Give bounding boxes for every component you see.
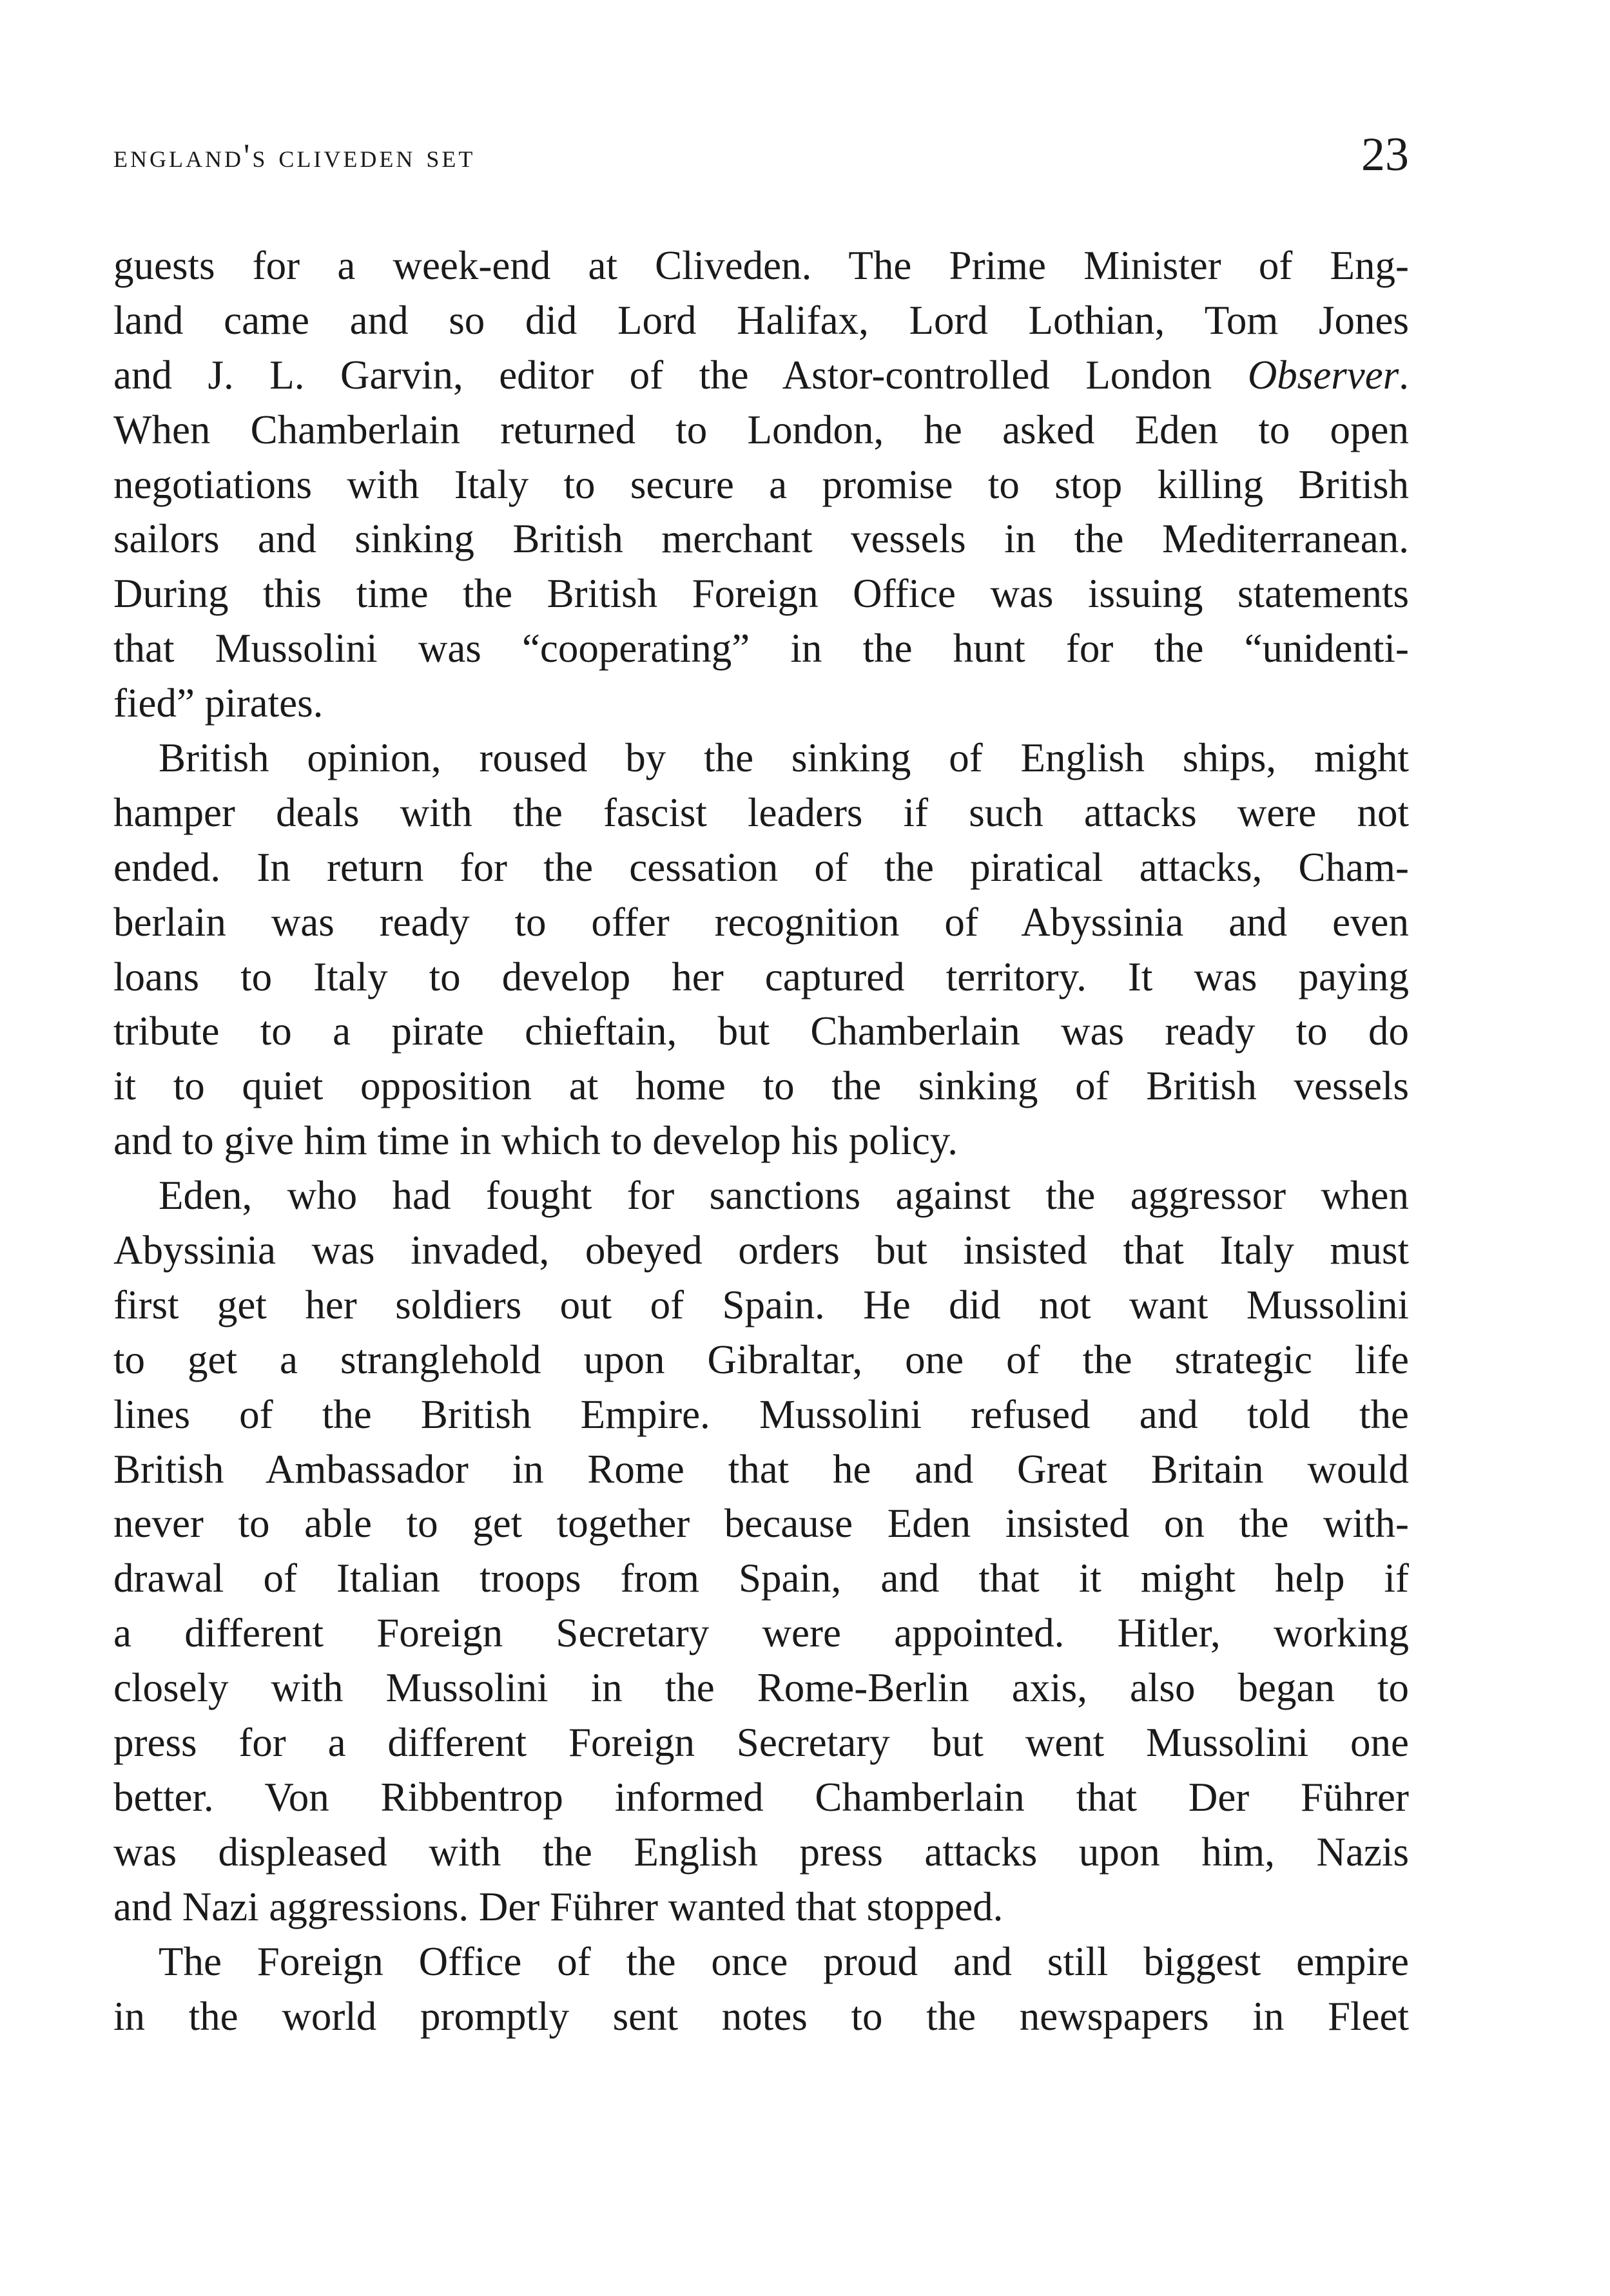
text-line: sailors and sinking British merchant vessels in the Mediterranean.	[113, 516, 1409, 562]
text-line: British Ambassador in Rome that he and Great Britain would	[113, 1446, 1409, 1492]
page-number: 23	[1361, 128, 1409, 181]
text-line: that Mussolini was “cooperating” in the hunt for the “unidenti-	[113, 626, 1409, 671]
text-line: loans to Italy to develop her captured territory. It was paying	[113, 954, 1409, 999]
paragraph	[113, 238, 1409, 731]
text-line: Abyssinia was invaded, obeyed orders but insisted that Italy must	[113, 1228, 1409, 1273]
text-line: and Nazi aggressions. Der Führer wanted that stopped.	[113, 1884, 1004, 1929]
paragraph	[113, 731, 1409, 1168]
text-line: When Chamberlain returned to London, he asked Eden to open	[113, 407, 1409, 452]
text-line: press for a different Foreign Secretary but went Mussolini one	[113, 1720, 1409, 1766]
text-line: berlain was ready to offer recognition of Abyssinia and even	[113, 899, 1409, 945]
text-line: was displeased with the English press attacks upon him, Nazis	[113, 1829, 1409, 1875]
text-line: ended. In return for the cessation of the piratical attacks, Cham-	[113, 844, 1409, 890]
text-line: During this time the British Foreign Office was issuing statements	[113, 571, 1409, 617]
text-line: tribute to a pirate chieftain, but Chamberlain was ready to do	[113, 1008, 1409, 1054]
text-line: to get a stranglehold upon Gibraltar, one of the strategic life	[113, 1336, 1409, 1382]
text-line: better. Von Ribbentrop informed Chamberlain that Der Führer	[113, 1774, 1409, 1820]
text-line: hamper deals with the fascist leaders if such attacks were not	[113, 789, 1409, 835]
text-line: The Foreign Office of the once proud and still biggest empire	[159, 1938, 1409, 1984]
paragraph	[113, 1934, 1409, 2044]
newspaper-title: Observer	[1247, 352, 1399, 398]
running-head	[113, 126, 1409, 184]
text-line: a different Foreign Secretary were appointed. Hitler, working	[113, 1610, 1409, 1656]
text-line: it to quiet opposition at home to the sinking of British vessels	[113, 1063, 1409, 1109]
text-line: Eden, who had fought for sanctions against the aggressor when	[159, 1173, 1409, 1219]
text-line: drawal of Italian troops from Spain, and that it might help if	[113, 1556, 1409, 1601]
body-text	[113, 238, 1409, 2043]
text-line: guests for a week-end at Cliveden. The Prime Minister of Eng-	[113, 243, 1409, 288]
text-line: and J. L. Garvin, editor of the Astor-controlled London Observer.	[113, 352, 1409, 398]
running-title: england's cliveden set	[113, 138, 476, 175]
text-line: lines of the British Empire. Mussolini refused and told the	[113, 1391, 1409, 1437]
text-line: fied” pirates.	[113, 680, 324, 726]
paragraph	[113, 1168, 1409, 1934]
text-line: first get her soldiers out of Spain. He did not want Mussolini	[113, 1282, 1409, 1327]
text-line: negotiations with Italy to secure a promise to stop killing British	[113, 461, 1409, 507]
text-line: British opinion, roused by the sinking of English ships, might	[159, 735, 1409, 781]
text-line: in the world promptly sent notes to the newspapers in Fleet	[113, 1993, 1409, 2039]
text-line: never to able to get together because Eden insisted on the with-	[113, 1501, 1409, 1547]
text-line: closely with Mussolini in the Rome-Berlin axis, also began to	[113, 1665, 1409, 1711]
text-line: and to give him time in which to develop his policy.	[113, 1118, 958, 1164]
text-line: land came and so did Lord Halifax, Lord Lothian, Tom Jones	[113, 297, 1409, 343]
